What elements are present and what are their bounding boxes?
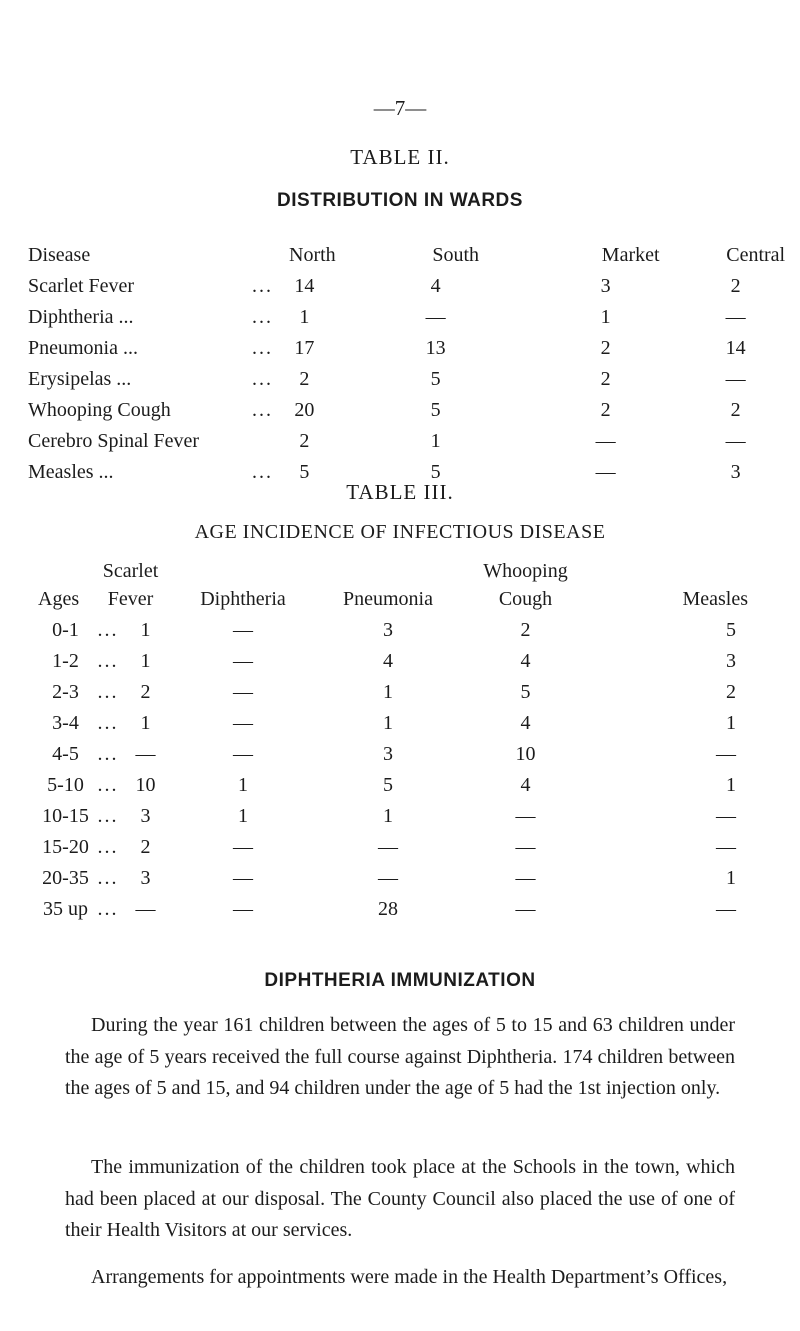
table-row [28, 364, 796, 395]
measles-cell: — [716, 898, 736, 920]
scarlet-cell: 2 [140, 836, 151, 858]
leader-dots: ... [97, 712, 119, 734]
table-row [38, 770, 748, 801]
age-cell: 35 up [43, 898, 88, 920]
table-row [38, 646, 748, 677]
measles-cell: 3 [726, 650, 736, 672]
table-row [28, 271, 796, 302]
central-cell: 2 [730, 275, 741, 297]
measles-cell: 1 [726, 774, 736, 796]
header-measles: Measles [682, 588, 748, 610]
pneumonia-cell: 1 [383, 681, 393, 703]
whooping-cell: 4 [520, 774, 531, 796]
measles-cell: 2 [726, 681, 736, 703]
measles-cell: — [716, 836, 736, 858]
south-cell: 5 [430, 368, 441, 390]
central-cell: 3 [730, 461, 741, 483]
diphtheria-cell: — [233, 898, 253, 920]
pneumonia-cell: 3 [383, 743, 393, 765]
scarlet-cell: 1 [140, 619, 151, 641]
leader-dots: ... [97, 774, 119, 796]
diphtheria-cell: — [233, 743, 253, 765]
scarlet-cell: 2 [140, 681, 151, 703]
scarlet-cell: — [135, 898, 156, 920]
table-row [28, 302, 796, 333]
north-cell: 20 [294, 399, 315, 421]
header-diphtheria: Diphtheria [200, 588, 286, 610]
disease-cell: Whooping Cough [28, 399, 171, 421]
central-cell: — [725, 368, 746, 390]
scarlet-cell: — [135, 743, 156, 765]
market-cell: — [595, 430, 616, 452]
measles-cell: — [716, 805, 736, 827]
table-row [28, 333, 796, 364]
immunization-paragraph-3: Arrangements for appointments were made in the Health Department’s Offices, [91, 1266, 728, 1288]
measles-cell: 1 [726, 867, 736, 889]
age-cell: 15-20 [42, 836, 89, 858]
leader-dots: ... [97, 681, 119, 703]
table-ii-heading: DISTRIBUTION IN WARDS [277, 190, 523, 211]
whooping-cell: 4 [520, 712, 531, 734]
leader-dots: ... [252, 368, 273, 390]
table-iii [38, 558, 748, 925]
age-cell: 10-15 [42, 805, 89, 827]
page-number: —7— [373, 96, 427, 120]
table-ii-title: TABLE II. [350, 145, 450, 169]
leader-dots: ... [252, 461, 273, 483]
disease-cell: Erysipelas ... [28, 368, 132, 390]
age-cell: 2-3 [52, 681, 79, 703]
scarlet-cell: 10 [135, 774, 156, 796]
whooping-cell: — [515, 898, 536, 920]
diphtheria-cell: — [233, 836, 253, 858]
north-cell: 2 [299, 430, 310, 452]
whooping-cell: 5 [520, 681, 531, 703]
central-cell: — [725, 430, 746, 452]
whooping-cell: 10 [515, 743, 536, 765]
table-row [38, 677, 748, 708]
header-whooping-top: Whooping [483, 559, 568, 582]
whooping-cell: 2 [520, 619, 531, 641]
age-cell: 20-35 [42, 867, 89, 889]
leader-dots: ... [97, 619, 119, 641]
diphtheria-cell: 1 [238, 774, 248, 796]
central-cell: 14 [725, 337, 746, 359]
table-iii-title: TABLE III. [346, 480, 454, 504]
south-cell: 1 [430, 430, 441, 452]
leader-dots: ... [97, 650, 119, 672]
pneumonia-cell: 4 [383, 650, 393, 672]
table-ii [28, 240, 796, 488]
market-cell: 2 [600, 368, 611, 390]
central-cell: — [725, 306, 746, 328]
scarlet-cell: 3 [140, 805, 151, 827]
disease-cell: Cerebro Spinal Fever [28, 430, 200, 452]
diphtheria-cell: — [233, 867, 253, 889]
diphtheria-cell: — [233, 650, 253, 672]
age-cell: 4-5 [52, 743, 79, 765]
diphtheria-cell: — [233, 712, 253, 734]
whooping-cell: — [515, 836, 536, 858]
market-cell: 1 [600, 306, 611, 328]
north-cell: 2 [299, 368, 310, 390]
header-market: Market [601, 244, 660, 266]
leader-dots: ... [97, 836, 119, 858]
disease-cell: Measles ... [28, 461, 114, 483]
scarlet-cell: 3 [140, 867, 151, 889]
age-cell: 0-1 [52, 619, 79, 641]
south-cell: 13 [425, 337, 446, 359]
age-cell: 1-2 [52, 650, 79, 672]
header-north: North [289, 244, 336, 266]
south-cell: 5 [430, 461, 441, 483]
north-cell: 1 [299, 306, 310, 328]
pneumonia-cell: 3 [383, 619, 393, 641]
measles-cell: 5 [726, 619, 736, 641]
scarlet-cell: 1 [140, 712, 151, 734]
pneumonia-cell: 5 [383, 774, 393, 796]
immunization-paragraph-1: During the year 161 children between the ages of 5 to 15 and 63 children under the age of 5 years received the full course against Diphtheria. 174 children between the ages of 5 and 15, and 94 children under the age of 5 had the 1st injection only. [65, 1014, 735, 1099]
age-cell: 5-10 [47, 774, 84, 796]
leader-dots: ... [252, 399, 273, 421]
table-row [38, 739, 748, 770]
pneumonia-cell: 28 [378, 898, 398, 920]
pneumonia-cell: 1 [383, 712, 393, 734]
header-south: South [432, 244, 480, 266]
table-row [38, 863, 748, 894]
scarlet-cell: 1 [140, 650, 151, 672]
leader-dots: ... [252, 275, 273, 297]
pneumonia-cell: 1 [383, 805, 393, 827]
south-cell: — [425, 306, 446, 328]
north-cell: 17 [294, 337, 315, 359]
diphtheria-cell: — [233, 619, 253, 641]
header-pneumonia: Pneumonia [343, 588, 433, 610]
north-cell: 14 [294, 275, 315, 297]
whooping-cell: — [515, 867, 536, 889]
table-row [38, 615, 748, 646]
table-row [38, 832, 748, 863]
central-cell: 2 [730, 399, 741, 421]
market-cell: 3 [600, 275, 611, 297]
disease-cell: Diphtheria ... [28, 306, 134, 328]
diphtheria-cell: 1 [238, 805, 248, 827]
leader-dots: ... [97, 805, 119, 827]
table-row [38, 801, 748, 832]
table-ii-header-row [28, 240, 796, 271]
leader-dots: ... [97, 867, 119, 889]
diphtheria-cell: — [233, 681, 253, 703]
table-row [28, 395, 796, 426]
leader-dots: ... [252, 306, 273, 328]
header-central: Central [726, 244, 786, 266]
table-iii-header-row [38, 584, 748, 615]
immunization-paragraph-2: The immunization of the children took place at the Schools in the town, which had been placed at our disposal. The County Council also placed the use of one of their Health Visitors at our services. [65, 1156, 735, 1241]
table-row [38, 894, 748, 925]
header-whooping-cough: Cough [498, 588, 553, 610]
immunization-heading: DIPHTHERIA IMMUNIZATION [264, 970, 536, 991]
measles-cell: — [716, 743, 736, 765]
age-cell: 3-4 [52, 712, 79, 734]
whooping-cell: — [515, 805, 536, 827]
table-row [28, 426, 796, 457]
market-cell: 2 [600, 337, 611, 359]
leader-dots: ... [97, 898, 119, 920]
header-disease: Disease [28, 244, 91, 266]
south-cell: 4 [430, 275, 441, 297]
pneumonia-cell: — [378, 867, 398, 889]
leader-dots: ... [97, 743, 119, 765]
disease-cell: Scarlet Fever [28, 275, 135, 297]
leader-dots: ... [252, 337, 273, 359]
header-scarlet-top: Scarlet [102, 559, 159, 582]
market-cell: — [595, 461, 616, 483]
disease-cell: Pneumonia ... [28, 337, 138, 359]
south-cell: 5 [430, 399, 441, 421]
table-iii-heading: AGE INCIDENCE OF INFECTIOUS DISEASE [194, 521, 606, 543]
table-row [38, 708, 748, 739]
market-cell: 2 [600, 399, 611, 421]
table-iii-header-top-row [38, 558, 748, 584]
whooping-cell: 4 [520, 650, 531, 672]
header-ages: Ages [38, 588, 80, 610]
pneumonia-cell: — [378, 836, 398, 858]
measles-cell: 1 [726, 712, 736, 734]
north-cell: 5 [299, 461, 310, 483]
header-scarlet-fever: Fever [107, 588, 154, 610]
